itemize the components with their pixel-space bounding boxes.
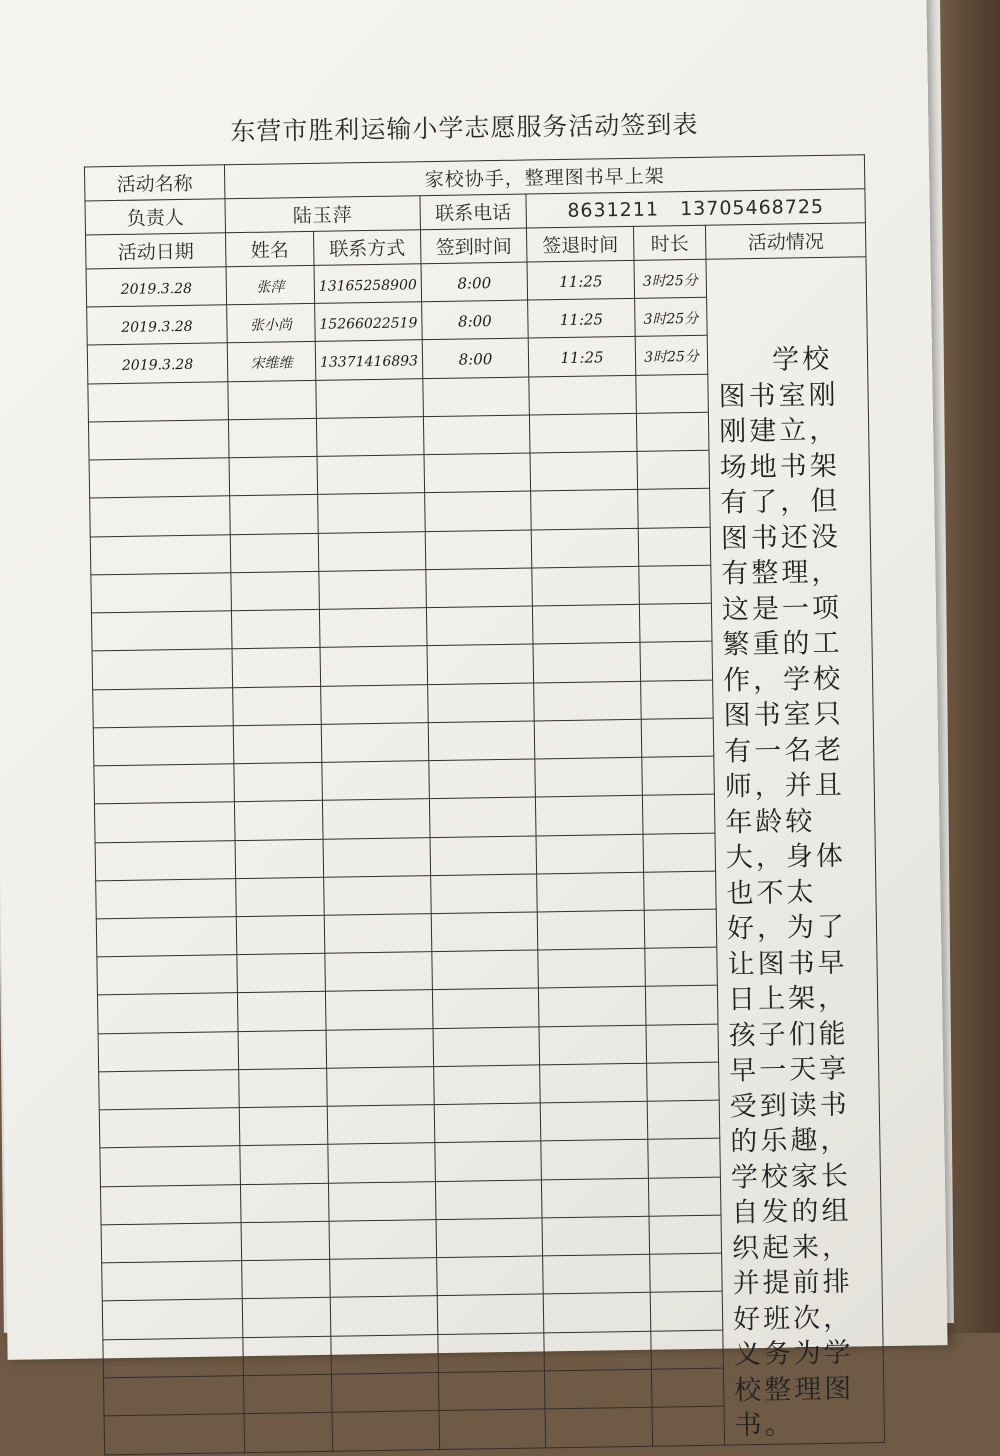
entry-date [102,1261,243,1301]
entry-duration [641,718,714,757]
entry-sign-in [434,1103,541,1143]
entry-name [242,1298,331,1338]
entry-date [88,381,229,421]
entry-contact-handwriting: 13371416893 [319,353,419,371]
entry-contact [330,1296,438,1336]
entry-duration [642,756,715,795]
entry-contact [332,1411,440,1451]
entry-name-handwriting: 张小尚 [249,317,293,334]
entry-name [231,609,320,649]
entry-date [90,496,231,536]
entry-duration [644,871,717,910]
entry-sign-in [427,644,534,684]
activity-name-value: 家校协手，整理图书早上架 [224,155,865,199]
entry-date [87,343,228,383]
entry-name [239,1068,328,1108]
entry-sign-out-handwriting: 11:25 [559,310,604,329]
entry-sign-out [535,796,643,836]
entry-sign-in [421,262,528,302]
entry-contact [319,570,427,610]
entry-sign-out [541,1140,649,1180]
entry-contact [331,1334,439,1374]
entry-name [236,915,325,955]
entry-date [97,955,238,995]
entry-name [238,1030,327,1070]
entry-duration [639,603,712,642]
entry-contact [324,914,432,954]
entry-duration [638,489,711,528]
person-in-charge-label: 负责人 [85,199,226,235]
entry-name [234,762,323,802]
entry-sign-in [435,1141,542,1181]
entry-date-handwriting: 2019.3.28 [121,318,193,336]
entry-sign-out [544,1369,652,1409]
entry-sign-in [428,721,535,761]
entry-contact [331,1372,439,1412]
entry-sign-in [437,1256,544,1296]
entry-sign-in [425,491,532,531]
entry-contact [317,455,425,495]
entry-sign-in [424,453,531,493]
entry-name [227,304,316,344]
header-activity-date: 活动日期 [86,233,227,269]
entry-name [229,457,318,497]
entry-contact [315,302,423,342]
entry-contact [320,646,428,686]
entry-duration [650,1291,723,1330]
entry-name [233,724,322,764]
entry-contact [314,264,422,304]
entry-duration [640,642,713,681]
entry-contact [322,799,430,839]
entry-name [233,686,322,726]
entry-contact [330,1258,438,1298]
entry-date [92,649,233,689]
entry-sign-out [528,299,636,339]
entry-sign-out [543,1293,651,1333]
entry-name [236,877,325,917]
entry-sign-in [429,759,536,799]
entry-sign-in [437,1294,544,1334]
entry-name [235,839,324,879]
entry-sign-out [539,1025,647,1065]
entry-name [240,1145,329,1185]
entry-sign-out [529,413,637,453]
entry-sign-in-handwriting: 8:00 [457,311,492,331]
entry-duration [638,527,711,566]
entry-sign-in [422,300,529,340]
entry-date [88,420,229,460]
header-activity-status: 活动情况 [705,223,866,260]
person-in-charge-value: 陆玉萍 [225,196,421,233]
entry-sign-out [532,566,640,606]
entry-sign-in [422,338,529,378]
entry-name [227,342,316,382]
activity-description: 学校图书室刚刚建立，场地书架有了，但图书还没有整理，这是一项繁重的工作，学校图书室只有一名老师，并且年龄较大，身体也不太好，为了让图书早日上架，孩子们能早一天享受到读书的乐趣，学校家长自发的组织起来，并提前排好班次，义务为学校整理图书。 [718,343,855,1442]
header-sign-in: 签到时间 [420,228,527,264]
entry-name [242,1259,331,1299]
entry-duration [650,1253,723,1292]
entry-sign-out [538,987,646,1027]
entry-duration [644,909,717,948]
entry-sign-in [428,683,535,723]
entry-sign-in [432,988,539,1028]
entry-sign-out [543,1254,651,1294]
entry-name [244,1412,333,1452]
entry-name [231,571,320,611]
entry-date [100,1146,241,1186]
entry-sign-in [439,1409,546,1449]
entry-date [96,917,237,957]
entry-sign-out [535,757,643,797]
entry-date [93,726,234,766]
entry-name [228,418,317,458]
entry-sign-in [438,1332,545,1372]
entry-contact [315,340,423,380]
entry-sign-in-handwriting: 8:00 [458,350,493,369]
entry-contact [321,684,429,724]
entry-duration [647,1062,720,1101]
sheet-title: 东营市胜利运输小学志愿服务活动签到表 [230,109,699,147]
entry-date-handwriting: 2019.3.28 [120,280,193,298]
entry-name [240,1183,329,1223]
entry-contact [316,417,424,457]
entry-date [99,1108,240,1148]
entry-sign-out [537,872,645,912]
phone-label: 联系电话 [420,194,527,230]
entry-duration [636,374,709,413]
entry-duration [645,986,718,1025]
entry-contact [329,1219,437,1259]
entry-duration [648,1177,721,1216]
entry-sign-out [527,260,635,300]
sign-in-table [84,154,885,1455]
entry-sign-out [529,375,637,415]
entry-date-handwriting: 2019.3.28 [121,356,194,374]
entry-sign-in [438,1371,545,1411]
entry-name [237,992,326,1032]
entry-sign-out [528,337,636,377]
entry-duration-handwriting: 3时25分 [642,272,698,290]
entry-duration [641,680,714,719]
entry-sign-in-handwriting: 8:00 [457,273,492,293]
entry-sign-out [530,452,638,492]
entry-contact [324,875,432,915]
entry-sign-in [425,530,532,570]
entry-sign-out [538,948,646,988]
entry-sign-out [545,1407,653,1447]
entry-sign-in [435,1180,542,1220]
entry-contact [323,837,431,877]
entry-date [101,1223,242,1263]
entry-sign-out-handwriting: 11:25 [559,271,603,291]
entry-date [98,1031,239,1071]
entry-contact [326,1028,434,1068]
header-duration: 时长 [633,225,706,260]
entry-duration [643,833,716,872]
entry-sign-out [531,490,639,530]
entry-contact [318,531,426,571]
entry-sign-in [431,912,538,952]
entry-duration [635,297,708,336]
entry-sign-out [544,1331,652,1371]
entry-contact [327,1067,435,1107]
entry-sign-out [532,604,640,644]
header-name: 姓名 [225,231,314,266]
entry-sign-in [432,950,539,990]
entry-contact-handwriting: 13165258900 [318,276,417,295]
entry-sign-out [540,1063,648,1103]
entry-contact-handwriting: 15266022519 [319,315,418,333]
entry-sign-out [534,719,642,759]
entry-date [95,840,236,880]
entry-date [90,534,231,574]
entry-duration [642,794,715,833]
entry-date [86,267,227,307]
entry-date [100,1184,241,1224]
entry-duration [635,336,708,375]
phone-value: 8631211 13705468725 [526,189,866,228]
entry-contact [321,722,429,762]
entry-date [91,573,232,613]
entry-sign-out [536,834,644,874]
entry-duration [636,412,709,451]
entry-date [89,458,230,498]
entry-duration [651,1330,724,1369]
entry-sign-out [534,681,642,721]
entry-duration [648,1139,721,1178]
entry-duration [649,1215,722,1254]
entry-sign-out [542,1216,650,1256]
entry-contact [316,378,424,418]
entry-sign-out [541,1178,649,1218]
entry-contact [325,952,433,992]
entry-contact [322,761,430,801]
entry-date [96,878,237,918]
entry-duration [634,259,707,298]
entry-name [243,1336,332,1376]
entry-name-handwriting: 张萍 [256,278,285,296]
entry-name [232,648,321,688]
entry-sign-out [531,528,639,568]
entry-name [237,954,326,994]
entry-sign-out [540,1101,648,1141]
entry-date [99,1070,240,1110]
entry-sign-in [423,377,530,417]
entry-name [243,1374,332,1414]
entry-sign-in [430,835,537,875]
entry-sign-in [436,1218,543,1258]
entry-date [93,687,234,727]
entry-date [94,764,235,804]
entry-sign-in [426,568,533,608]
entry-name [234,801,323,841]
entry-name-handwriting: 宋维维 [250,355,293,372]
activity-name-label: 活动名称 [84,165,225,201]
entry-name [241,1221,330,1261]
entry-sign-out-handwriting: 11:25 [560,348,604,368]
entry-duration-handwriting: 3时25分 [644,348,699,366]
header-contact: 联系方式 [313,230,421,266]
entry-sign-in [426,606,533,646]
entry-duration [651,1368,724,1407]
entry-date [94,802,235,842]
entry-date [103,1337,244,1377]
entry-date [87,305,228,345]
entry-sign-out [537,910,645,950]
entry-sign-in [429,797,536,837]
entry-sign-in [434,1065,541,1105]
entry-contact [325,990,433,1030]
entry-date [104,1414,245,1455]
entry-date [103,1375,244,1415]
entry-contact [319,608,427,648]
entry-contact [328,1143,436,1183]
entry-contact [327,1105,435,1145]
entry-sign-out [533,643,641,683]
entry-name [230,495,319,535]
entry-duration [646,1024,719,1063]
entry-duration [637,450,710,489]
entry-date [102,1299,243,1339]
entry-name [230,533,319,573]
entry-sign-in [433,1027,540,1067]
entry-sign-in [431,874,538,914]
header-sign-out: 签退时间 [526,226,634,262]
entry-contact [328,1181,436,1221]
entry-date [91,611,232,651]
activity-description-cell [706,257,885,1445]
entry-duration [645,947,718,986]
entry-name [226,265,315,305]
entry-duration [647,1100,720,1139]
entry-sign-in [423,415,530,455]
entry-date [97,993,238,1033]
entry-duration [639,565,712,604]
entry-duration [652,1406,725,1446]
entry-name [228,380,317,420]
entry-name [239,1106,328,1146]
entry-contact [318,493,426,533]
entry-duration-handwriting: 3时25分 [643,310,699,328]
